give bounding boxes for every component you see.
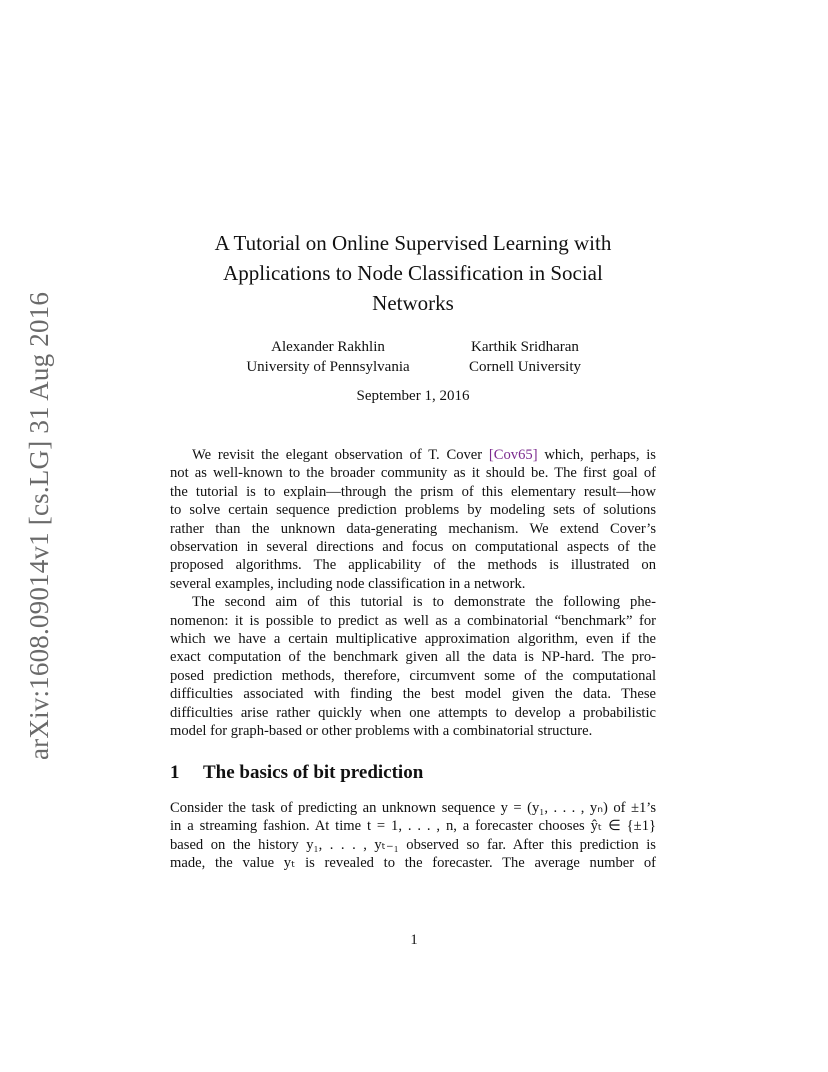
abstract-line: which we have a certain multiplicative approximation algorithm, even if the — [170, 631, 656, 648]
author-block — [450, 337, 600, 377]
text-fragment: which, perhaps, is — [537, 447, 656, 463]
section-heading — [170, 762, 423, 784]
abstract-line: difficulties arise rather quickly when one attempts to develop a probabilistic — [170, 704, 656, 721]
text-fragment: We revisit the elegant observation of T. Cover — [192, 447, 489, 463]
abstract — [170, 446, 656, 741]
body-line: in a streaming fashion. At time t = 1, . . . , n, a forecaster chooses ŷₜ ∈ {±1} — [170, 818, 656, 835]
section-number: 1 — [170, 762, 180, 783]
paper-date: September 1, 2016 — [356, 388, 470, 404]
abstract-line: posed prediction methods, therefore, circumvent some of the computational — [170, 667, 656, 684]
body-line: made, the value yₜ is revealed to the forecaster. The average number of — [170, 855, 656, 872]
page-number: 1 — [410, 932, 418, 948]
title-line: Networks — [372, 291, 454, 315]
paper-title — [170, 228, 656, 318]
author-block — [228, 337, 428, 377]
author-name: Alexander Rakhlin — [271, 339, 385, 355]
abstract-line: difficulties associated with finding the best model given the data. These — [170, 686, 656, 703]
author-affiliation: Cornell University — [468, 359, 582, 375]
abstract-line: observation in several directions and focus on computational aspects of the — [170, 539, 656, 556]
title-line: Applications to Node Classification in Social — [223, 261, 603, 285]
abstract-line: proposed algorithms. The applicability of the methods is illustrated on — [170, 557, 656, 574]
abstract-line: the tutorial is to explain—through the prism of this elementary result—how — [170, 483, 656, 500]
section-body — [170, 799, 656, 873]
section-title: The basics of bit prediction — [203, 762, 424, 783]
abstract-line — [170, 446, 656, 464]
author-affiliation: University of Pennsylvania — [246, 359, 410, 375]
abstract-line: not as well-known to the broader community as it should be. The first goal of — [170, 465, 656, 482]
citation-link[interactable]: [Cov65] — [488, 447, 538, 463]
abstract-line: exact computation of the benchmark given all the data is NP-hard. The pro- — [170, 649, 656, 666]
author-name: Karthik Sridharan — [471, 339, 579, 355]
abstract-line: to solve certain sequence prediction problems by modeling sets of solutions — [170, 502, 656, 519]
abstract-line: The second aim of this tutorial is to demonstrate the following phe- — [192, 594, 656, 611]
abstract-line: model for graph-based or other problems with a combinatorial structure. — [170, 723, 593, 740]
body-line: Consider the task of predicting an unknown sequence y = (y₁, . . . , yₙ) of ±1’s — [170, 800, 656, 816]
title-line: A Tutorial on Online Supervised Learning with — [214, 231, 612, 255]
body-line: based on the history y₁, . . . , yₜ₋₁ observed so far. After this prediction is — [170, 836, 656, 853]
arxiv-stamp: arXiv:1608.09014v1 [cs.LG] 31 Aug 2016 — [24, 291, 54, 760]
abstract-line: several examples, including node classification in a network. — [170, 575, 526, 592]
abstract-line: rather than the unknown data-generating mechanism. We extend Cover’s — [170, 520, 656, 537]
abstract-line: nomenon: it is possible to predict as well as a combinatorial “benchmark” for — [170, 612, 656, 629]
